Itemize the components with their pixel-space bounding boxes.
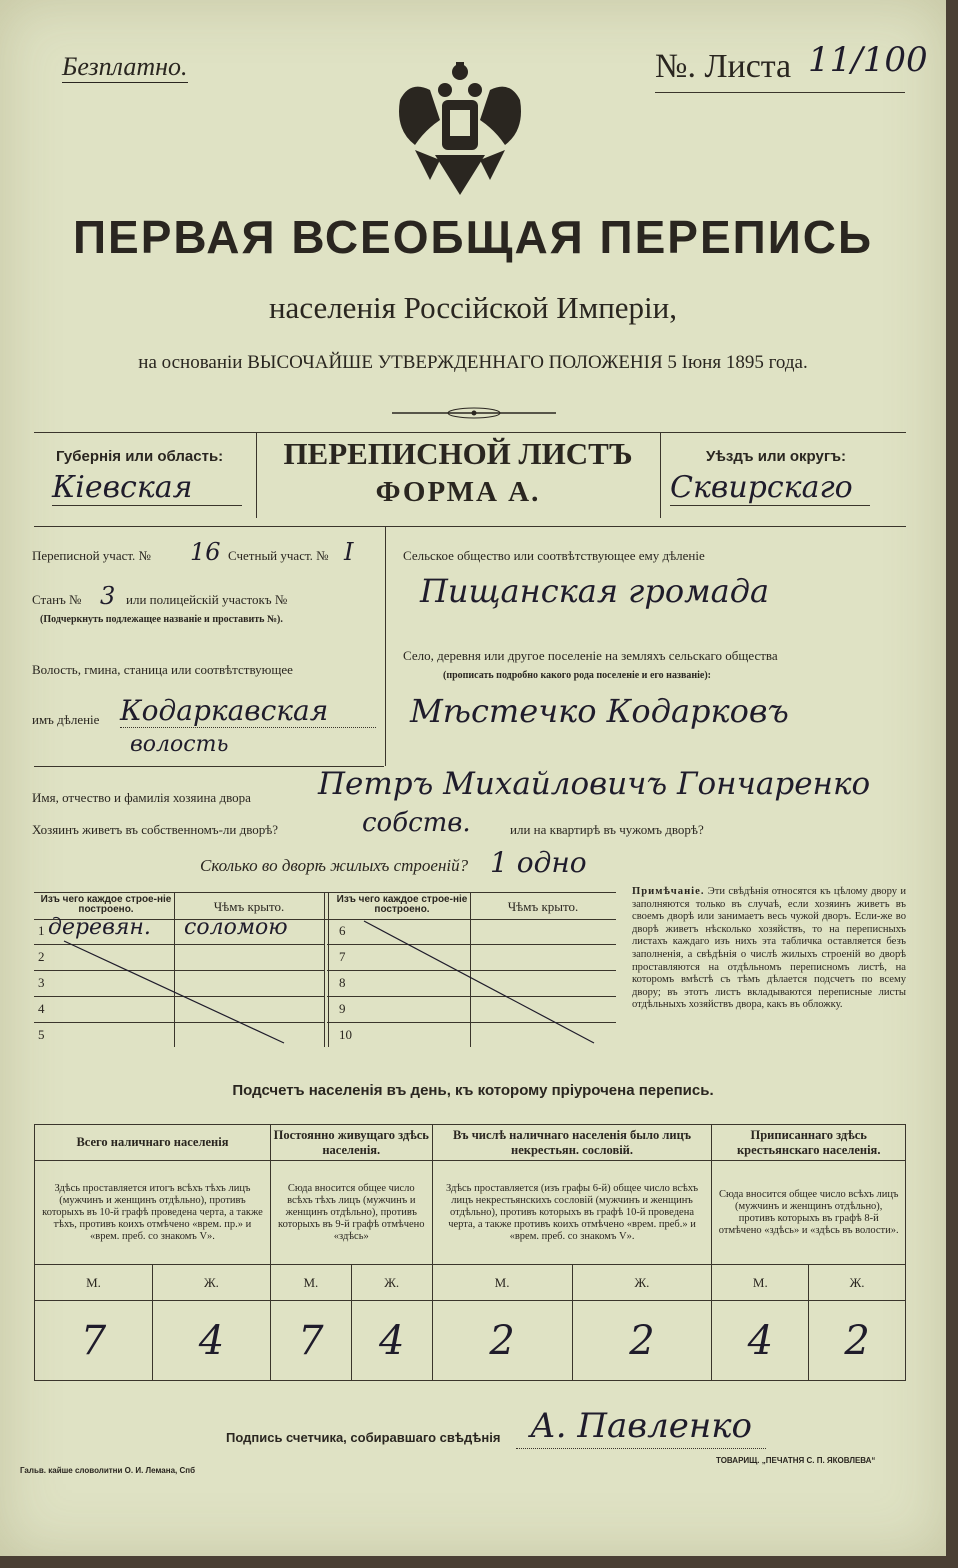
zh-label: Ж. — [152, 1265, 270, 1301]
uezd-value: Сквирскаго — [670, 470, 870, 506]
pop-value-m-0: 7 — [35, 1301, 153, 1381]
pop-value-zh-3: 2 — [809, 1301, 906, 1381]
obshchestvo-value: Пищанская громада — [420, 572, 770, 610]
volost-value-1: Кодаркавская — [120, 694, 376, 728]
table-row: 2 — [34, 945, 324, 971]
pop-col-desc-0: Здѣсь проставляется итогъ всѣхъ тѣхъ лицъ (мужчинъ и женщинъ отдѣльно), противъ которыхъ въ 10-й графѣ проведена черта, а также тѣхъ, противъ коихъ отмѣчено «врем. пр.» и «врем. преб. со знакомъ V». — [35, 1161, 271, 1265]
strike-through-lines — [34, 893, 616, 1047]
pop-value-m-3: 4 — [712, 1301, 809, 1381]
printer-right: ТОВАРИЩ. „ПЕЧАТНЯ С. П. ЯКОВЛЕВА“ — [716, 1456, 876, 1465]
printer-left: Гальв. кайше словолитни О. И. Лемана, Спб — [20, 1466, 196, 1475]
schetny-value: I — [344, 538, 354, 566]
double-headed-eagle-emblem — [390, 60, 530, 200]
selo-label: Село, деревня или другое поселеніе на земляхъ сельскаго общества — [403, 648, 778, 663]
volost-label-2: имъ дѣленіе — [32, 712, 100, 727]
stan-label: Станъ № — [32, 592, 82, 607]
material-cell: деревян. — [48, 915, 151, 940]
selo-value: Мѣстечко Кодарковъ — [410, 692, 789, 730]
volost-label-1: Волость, гмина, станица или соотвѣтствующее — [32, 662, 293, 677]
population-heading: Подсчетъ населенія въ день, къ которому пріурочена перепись. — [232, 1082, 714, 1099]
schetny-label: Счетный участ. № — [228, 548, 329, 563]
m-label: М. — [270, 1265, 351, 1301]
m-label: М. — [712, 1265, 809, 1301]
guberniya-label: Губернія или область: — [56, 448, 224, 465]
guberniya-value: Кіевская — [52, 470, 242, 506]
note-label: Примѣчаніе. — [632, 886, 705, 897]
table-row: 6 — [327, 919, 616, 945]
table-row: 7 — [327, 945, 616, 971]
owner-or-label: или на квартирѣ въ чужомъ дворѣ? — [510, 822, 704, 837]
pop-value-zh-2: 2 — [572, 1301, 712, 1381]
stan-note: (Подчеркнуть подлежащее названіе и проставить №). — [40, 614, 283, 625]
volost-value-2: волость — [130, 732, 229, 757]
police-label: или полицейскій участокъ № — [126, 592, 288, 607]
buildings-table — [34, 892, 616, 1047]
pop-value-zh-1: 4 — [351, 1301, 432, 1381]
population-table — [34, 1124, 906, 1381]
pop-col-title-0: Всего наличнаго населенія — [35, 1125, 271, 1161]
table-row: 8 — [327, 971, 616, 997]
table-row: 5 — [38, 1027, 45, 1042]
pop-col-desc-3: Сюда вносится общее число всѣхъ лицъ (мужчинъ и женщинъ отдѣльно), противъ которыхъ въ графѣ 8-й отмѣчено «здѣсь» и «здѣсь въ волости». — [712, 1161, 906, 1265]
table-row: 3 — [34, 971, 324, 997]
col-material-header-left: Изъ чего каждое строе-ніе построено. — [40, 894, 172, 915]
selo-note: (прописать подробно какого рода поселеніе и его названіе): — [443, 670, 711, 681]
note-text: Эти свѣдѣнія относятся къ цѣлому двору и заполняются только въ случаѣ, если хозяинъ живетъ въ своемъ дворѣ или занимаетъ весь чужой дворъ. Если-же во дворѣ живетъ нѣсколько хозяйствъ, то на переписныхъ листахъ каждаго изъ нихъ эта табличка оставляется безъ заполненія, а свѣдѣнія о числѣ жилыхъ строеній во дворѣ проставляются на отдѣльномъ переписномъ листѣ, на которомъ вмѣстѣ съ тѣмъ дѣлается подсчетъ по всему двору; въ этотъ листъ вкладываются переписные листы отдѣльныхъ хозяйствъ двора, какъ въ обложку. — [632, 886, 906, 1011]
table-row: 1 деревян. соломою — [34, 919, 324, 945]
ornament-divider — [392, 406, 556, 418]
pop-value-m-2: 2 — [432, 1301, 572, 1381]
table-row: 4 — [34, 997, 324, 1023]
signature-label: Подпись счетчика, собиравшаго свѣдѣнія — [226, 1430, 501, 1445]
pop-col-title-3: Приписаннаго здѣсь крестьянскаго населенія. — [712, 1125, 906, 1161]
note-block — [632, 886, 906, 1012]
zh-label: Ж. — [572, 1265, 712, 1301]
col-roof-header-right: Чѣмъ крыто. — [507, 899, 579, 914]
uchastok-value: 16 — [190, 538, 221, 566]
m-label: М. — [35, 1265, 153, 1301]
m-label: М. — [432, 1265, 572, 1301]
col-roof-header-left: Чѣмъ крыто. — [213, 899, 285, 914]
table-row: 9 — [327, 997, 616, 1023]
roof-cell: соломою — [184, 915, 288, 940]
main-title: ПЕРВАЯ ВСЕОБЩАЯ ПЕРЕПИСЬ — [72, 211, 874, 263]
pop-col-desc-1: Сюда вносится общее число всѣхъ тѣхъ лицъ (мужчинъ и женщинъ отдѣльно), противъ которыхъ въ 9-й графѣ отмѣчено «здѣсь» — [270, 1161, 432, 1265]
uchastok-label: Переписной участ. № — [32, 548, 151, 563]
obshchestvo-label: Сельское общество или соотвѣтствующее ему дѣленіе — [403, 548, 705, 563]
sheet-number-label: №. Листа — [655, 48, 792, 85]
pop-value-m-1: 7 — [270, 1301, 351, 1381]
owner-lives-label: Хозяинъ живетъ въ собственномъ-ли дворѣ? — [32, 822, 279, 837]
col-material-header-right: Изъ чего каждое строе-ніе построено. — [336, 894, 468, 915]
buildings-label: Сколько во дворѣ жилыхъ строеній? — [200, 856, 469, 875]
buildings-value: 1 одно — [490, 846, 587, 879]
subtitle: населенія Россійской Имперіи, — [268, 290, 678, 325]
owner-name-value: Петръ Михайловичъ Гончаренко — [318, 766, 871, 802]
pop-col-title-1: Постоянно живущаго здѣсь населенія. — [270, 1125, 432, 1161]
table-row: 10 — [339, 1027, 352, 1042]
zh-label: Ж. — [809, 1265, 906, 1301]
basis-line: на основаніи ВЫСОЧАЙШЕ УТВЕРЖДЕННАГО ПОЛОЖЕНІЯ 5 Іюня 1895 года. — [138, 352, 808, 373]
owner-name-label: Имя, отчество и фамилія хозяина двора — [32, 790, 251, 805]
form-title: ПЕРЕПИСНОЙ ЛИСТЪ — [283, 436, 633, 471]
form-subtitle: ФОРМА А. — [375, 476, 541, 508]
stan-value: 3 — [100, 582, 116, 610]
uezd-label: Уѣздъ или округъ: — [706, 448, 847, 465]
zh-label: Ж. — [351, 1265, 432, 1301]
pop-col-title-2: Въ числѣ наличнаго населенія было лицъ некрестьян. сословій. — [432, 1125, 712, 1161]
pop-col-desc-2: Здѣсь проставляется (изъ графы 6-й) общее число всѣхъ лицъ некрестьянскихъ сословій (мужчинъ и женщинъ отдѣльно), противъ которыхъ въ графѣ 10-й проведена черта, а также противъ коихъ отмѣчено «врем. преб.» и «врем. преб. со знакомъ V». — [432, 1161, 712, 1265]
sheet-number-value: 11/100 — [808, 40, 928, 80]
owner-lives-value: собств. — [362, 808, 471, 838]
free-label: Безплатно. — [62, 52, 188, 81]
signature-value: А. Павленко — [530, 1406, 753, 1446]
pop-value-zh-0: 4 — [152, 1301, 270, 1381]
